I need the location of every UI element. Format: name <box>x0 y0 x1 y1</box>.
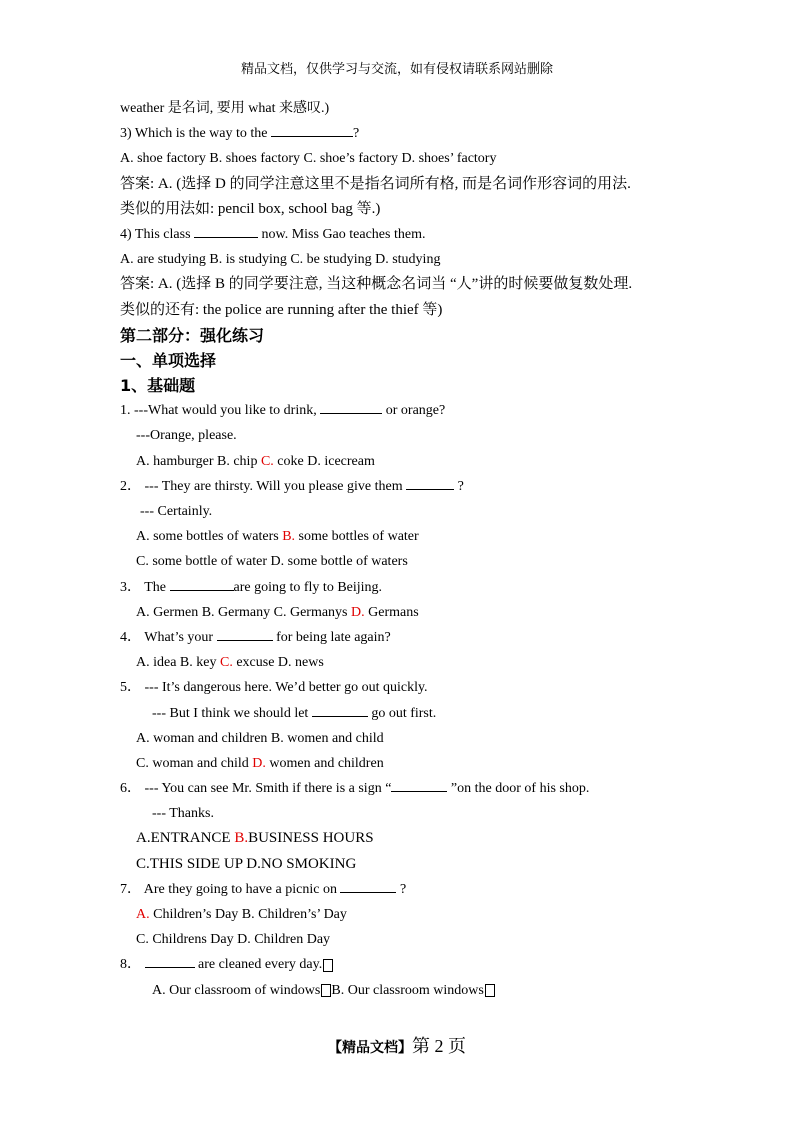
q1-options: A. hamburger B. chip C. coke D. icecream <box>136 453 375 469</box>
answer-blank <box>217 626 273 641</box>
correct-answer-letter: C. <box>260 453 274 469</box>
correct-answer-letter: B. <box>282 529 296 545</box>
q7-options-1: A. Children’s Day B. Children’s’ Day <box>136 907 347 922</box>
page-footer <box>0 1032 794 1058</box>
missing-glyph-icon <box>485 984 495 997</box>
part1-q3-answer: 答案: A. (选择 D 的同学注意这里不是指名词所有格, 而是名词作形容词的用法. <box>120 175 631 192</box>
q8-stem: 8． are cleaned every day. <box>120 952 700 977</box>
q1-stem: 1. ---What would you like to drink, or orange? <box>120 398 700 423</box>
q6-options-2: C.THIS SIDE UP D.NO SMOKING <box>136 855 357 872</box>
q7-options-2: C. Childrens Day D. Children Day <box>136 932 331 948</box>
answer-blank <box>391 777 447 792</box>
q1-reply: ---Orange, please. <box>136 428 237 444</box>
part1-q4-stem: 4) This class now. Miss Gao teaches them. <box>120 222 700 247</box>
answer-blank <box>340 878 396 893</box>
q5-reply: --- But I think we should let go out first. <box>120 701 700 726</box>
q2-stem: 2． --- They are thirsty. Will you please give them ? <box>120 474 700 499</box>
correct-answer-letter: C. <box>219 655 233 671</box>
q3-stem: 3． The are going to fly to Beijing. <box>120 575 700 600</box>
q6-stem: 6． --- You can see Mr. Smith if there is a sign “ ”on the door of his shop. <box>120 776 700 801</box>
answer-blank <box>194 223 258 238</box>
answer-blank <box>406 475 454 490</box>
q2-reply: --- Certainly. <box>140 504 213 519</box>
q6-reply: --- Thanks. <box>152 806 214 822</box>
q2-options-1: A. some bottles of waters B. some bottles of water <box>136 529 419 545</box>
q7-stem: 7． Are they going to have a picnic on ? <box>120 877 700 902</box>
q6-options-1: A.ENTRANCE B.BUSINESS HOURS <box>136 830 374 847</box>
answer-blank <box>312 702 368 717</box>
correct-answer-letter: A. <box>136 907 150 922</box>
q5-options-1: A. woman and children B. women and child <box>136 730 384 746</box>
q3-options: A. Germen B. Germany C. Germanys D. Germans <box>136 604 419 620</box>
part1-q4-answer-cont: 类似的还有: the police are running after the thief 等) <box>120 301 443 318</box>
answer-blank <box>320 399 382 414</box>
answer-blank <box>170 576 234 591</box>
document-body <box>120 96 700 1003</box>
weather-note: weather 是名词, 要用 what 来感叹.) <box>120 101 330 116</box>
q5-stem: 5． --- It’s dangerous here. We’d better go out quickly. <box>120 680 428 696</box>
footer-tag: 【精品文档】 <box>328 1040 412 1056</box>
part1-q4-answer: 答案: A. (选择 B 的同学要注意, 当这种概念名词当 “人”讲的时候要做复数处理. <box>120 276 633 293</box>
part1-q4-options: A. are studying B. is studying C. be studying D. studying <box>120 252 441 268</box>
page-header: 精品文档，仅供学习与交流，如有侵权请联系网站删除 <box>240 62 553 77</box>
answer-blank <box>145 953 195 968</box>
q4-stem: 4． What’s your for being late again? <box>120 625 700 650</box>
subsection-title: 1、基础题 <box>120 376 196 396</box>
section-title: 一、单项选择 <box>120 350 217 370</box>
answer-blank <box>271 122 353 137</box>
correct-answer-letter: D. <box>351 604 365 620</box>
q4-options: A. idea B. key C. excuse D. news <box>136 655 324 671</box>
q8-options: A. Our classroom of windows B. Our classroom windows <box>120 978 700 1003</box>
q5-options-2: C. woman and child D. women and children <box>136 755 384 771</box>
part1-q3-stem: 3) Which is the way to the ? <box>120 121 700 146</box>
missing-glyph-icon <box>321 984 331 997</box>
part1-q3-answer-cont: 类似的用法如: pencil box, school bag 等.) <box>120 200 381 217</box>
page-number: 第 2 页 <box>412 1036 466 1056</box>
part2-title: 第二部分：强化练习 <box>120 325 265 345</box>
missing-glyph-icon <box>323 959 333 972</box>
part1-q3-options: A. shoe factory B. shoes factory C. shoe’s factory D. shoes’ factory <box>120 151 497 167</box>
correct-answer-letter: D. <box>252 755 266 771</box>
q2-options-2: C. some bottle of water D. some bottle of waters <box>136 554 408 570</box>
correct-answer-letter: B. <box>234 830 249 847</box>
